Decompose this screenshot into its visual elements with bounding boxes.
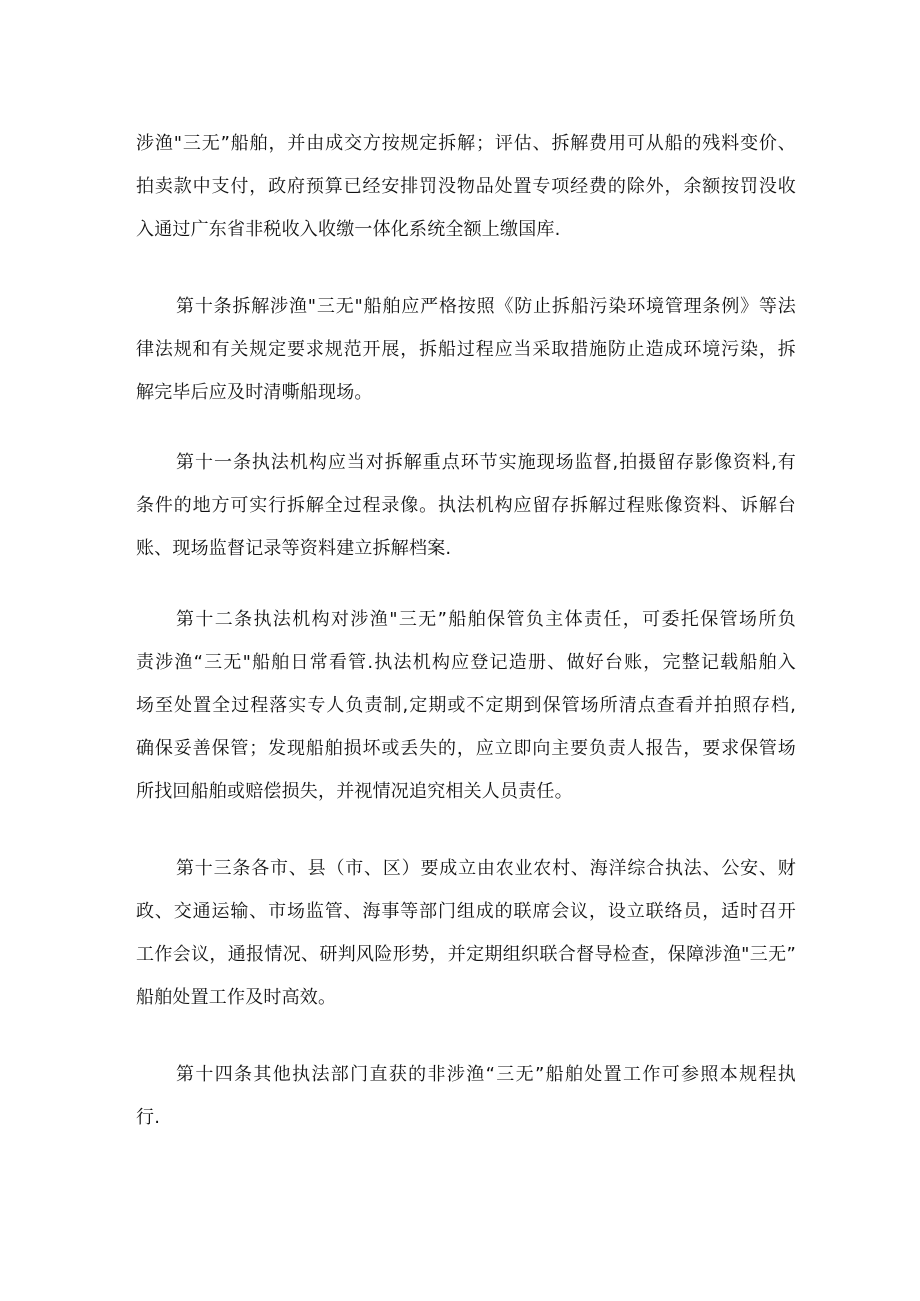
text-line: 行.	[136, 1107, 161, 1128]
text-line: 责涉渔“三无"船舶日常看管.执法机构应登记造册、做好台账，完整记载船舶入	[136, 652, 796, 673]
text-line: 账、现场监督记录等资料建立拆解档案.	[136, 538, 452, 559]
text-line: 工作会议，通报情况、研判风险形势，并定期组织联合督导检查，保障涉渔"三无”	[136, 944, 796, 965]
paragraph-article-12	[136, 598, 796, 813]
paragraph-continuation	[136, 122, 796, 251]
text-line: 场至处置全过程落实专人负责制,定期或不定期到保管场所清点查看并拍照存档,	[136, 695, 796, 716]
text-line: 涉渔"三无”船舶，并由成交方按规定拆解；评估、拆解费用可从船的残料变价、	[136, 133, 796, 154]
text-line: 确保妥善保管；发现船舶损坏或丢失的，应立即向主要负责人报告，要求保管场	[136, 738, 796, 759]
paragraph-article-14	[136, 1053, 796, 1139]
text-line: 政、交通运输、市场监管、海事等部门组成的联席会议，设立联络员，适时召开	[136, 901, 796, 922]
text-line: 第十二条执法机构对涉渔"三无”船舶保管负主体责任，可委托保管场所负	[176, 609, 796, 630]
text-line: 条件的地方可实行拆解全过程录像。执法机构应留存拆解过程账像资料、诉解台	[136, 495, 796, 516]
text-line: 所找回船舶或赔偿损失，并视情况追究相关人员责任。	[136, 781, 573, 802]
text-line: 第十三条各市、县（市、区）要成立由农业农村、海洋综合执法、公安、财	[176, 858, 796, 879]
text-line: 船舶处置工作及时高效。	[136, 987, 337, 1008]
text-line: 第十四条其他执法部门直获的非涉渔“三无”船舶处置工作可参照本规程执	[176, 1064, 796, 1085]
text-line: 入通过广东省非税收入收缴一体化系统全额上缴国库.	[136, 219, 561, 240]
text-line: 解完毕后应及时清嘶船现场。	[136, 382, 373, 403]
paragraph-article-13	[136, 847, 796, 1019]
text-line: 拍卖款中支付，政府预算已经安排罚没物品处置专项经费的除外，余额按罚没收	[136, 176, 796, 197]
paragraph-article-10	[136, 285, 796, 414]
text-line: 律法规和有关规定要求规范开展，拆船过程应当采取措施防止造成环境污染，拆	[136, 339, 796, 360]
text-line: 第十条拆解涉渔"三无"船舶应严格按照《防止拆船污染环境管理条例》等法	[176, 296, 796, 317]
text-line: 第十一条执法机构应当对拆解重点环节实施现场监督,拍摄留存影像资料,有	[176, 452, 796, 473]
paragraph-article-11	[136, 441, 796, 570]
